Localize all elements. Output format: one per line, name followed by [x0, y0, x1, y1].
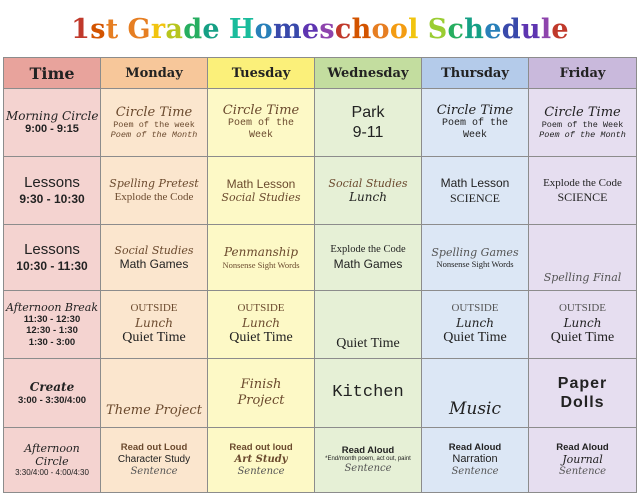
title-letter: d — [183, 14, 203, 45]
activity: Poem of the Week — [541, 120, 624, 131]
activity: Poem of the week — [113, 120, 195, 131]
title-letter: s — [319, 14, 335, 45]
header-row — [4, 58, 637, 89]
title-letter: S — [427, 14, 448, 45]
activity: *End/month poem, act out, paint — [325, 456, 411, 463]
time-label: Circle — [35, 455, 69, 469]
activity: Poem of the Month — [110, 130, 198, 141]
activity: Circle Time — [544, 104, 621, 120]
title-letter: o — [389, 14, 409, 45]
thursday-cell — [422, 359, 529, 428]
time-range: 9:30 - 10:30 — [19, 192, 85, 207]
monday-cell — [101, 359, 208, 428]
monday-cell — [101, 291, 208, 359]
title-letter: r — [150, 14, 166, 45]
time-cell — [4, 291, 101, 359]
activity: Math Games — [119, 256, 189, 271]
wednesday-cell — [315, 291, 422, 359]
title-letter: h — [351, 14, 372, 45]
activity: Read Aloud — [448, 441, 502, 453]
activity: Narration — [452, 453, 498, 466]
activity: Lunch — [135, 315, 173, 330]
activity: OUTSIDE — [451, 302, 499, 315]
activity: Circle Time — [436, 102, 514, 118]
activity: OUTSIDE — [130, 302, 178, 315]
tuesday-cell — [208, 89, 315, 157]
activity: Music — [448, 398, 502, 419]
activity: Read out Loud — [120, 442, 188, 454]
wednesday-cell — [315, 428, 422, 493]
time-range: 12:30 - 1:30 — [26, 325, 78, 337]
friday-cell — [529, 89, 637, 157]
time-range: 11:30 - 12:30 — [23, 314, 81, 325]
activity: OUTSIDE — [237, 302, 285, 315]
activity: Journal — [562, 453, 603, 467]
activity: Project — [237, 393, 285, 408]
activity: Kitchen — [332, 382, 404, 402]
friday-cell — [529, 359, 637, 428]
schedule-row-afternoon-break — [4, 291, 637, 359]
title-letter: H — [228, 14, 255, 45]
monday-cell — [101, 428, 208, 493]
time-range: 9:00 - 9:15 — [25, 123, 79, 136]
activity: Math Lesson — [440, 176, 510, 191]
tuesday-cell — [208, 225, 315, 291]
time-label: Afternoon — [24, 442, 80, 456]
activity: Math Lesson — [226, 176, 296, 191]
title-letter: l — [408, 14, 419, 45]
time-cell — [4, 428, 101, 493]
activity: Explode the Code — [330, 244, 406, 255]
activity: Quiet Time — [550, 329, 615, 345]
title-letter: c — [447, 14, 465, 45]
activity: Read out loud — [229, 442, 293, 454]
page-title — [0, 14, 640, 45]
activity: Quiet Time — [336, 336, 400, 352]
activity: Social Studies — [114, 243, 194, 257]
title-letter: d — [501, 14, 521, 45]
activity: Read Aloud — [341, 444, 395, 456]
activity: Quiet Time — [443, 329, 507, 345]
title-letter: e — [202, 14, 220, 45]
wednesday-cell — [315, 225, 422, 291]
activity: Park — [351, 104, 385, 122]
friday-cell — [529, 157, 637, 225]
activity: Poem of the Month — [539, 130, 626, 141]
activity: Quiet Time — [122, 329, 186, 345]
title-letter: e — [551, 14, 569, 45]
header-time: Time — [4, 58, 101, 89]
schedule-table — [3, 57, 637, 493]
activity: Sentence — [451, 466, 499, 478]
friday-cell — [529, 291, 637, 359]
friday-cell — [529, 428, 637, 493]
activity: Sentence — [344, 463, 392, 475]
header-friday: Friday — [529, 58, 637, 89]
title-letter: c — [334, 14, 352, 45]
activity: Social Studies — [328, 176, 408, 190]
time-label: Morning Circle — [6, 108, 99, 123]
wednesday-cell — [315, 89, 422, 157]
activity: Dolls — [560, 394, 605, 411]
activity: 9-11 — [352, 123, 384, 141]
activity: Week — [462, 130, 487, 142]
thursday-cell — [422, 428, 529, 493]
activity: Explode the Code — [543, 176, 622, 189]
tuesday-cell — [208, 157, 315, 225]
title-letter: G — [127, 14, 151, 45]
activity: Sentence — [130, 465, 178, 477]
monday-cell — [101, 225, 208, 291]
thursday-cell — [422, 291, 529, 359]
time-cell — [4, 157, 101, 225]
activity: Explode the Code — [114, 190, 194, 203]
activity: Poem of the — [227, 118, 294, 130]
time-range: 1:30 - 3:00 — [28, 336, 76, 348]
time-label: Lessons — [24, 241, 80, 259]
title-letter: e — [484, 14, 502, 45]
wednesday-cell — [315, 157, 422, 225]
activity: Lunch — [456, 315, 494, 330]
activity: Read Aloud — [556, 441, 609, 453]
time-range: 10:30 - 11:30 — [16, 259, 88, 274]
activity: Lunch — [349, 189, 387, 204]
thursday-cell — [422, 89, 529, 157]
activity: Poem of the — [441, 118, 508, 130]
tuesday-cell — [208, 428, 315, 493]
activity: Penmanship — [223, 245, 299, 260]
activity: Spelling Final — [543, 270, 622, 284]
title-letter: 1 — [71, 14, 91, 45]
monday-cell — [101, 89, 208, 157]
title-letter: h — [464, 14, 485, 45]
activity: Sentence — [237, 465, 285, 477]
thursday-cell — [422, 157, 529, 225]
schedule-row-lessons-2 — [4, 225, 637, 291]
title-letter: o — [254, 14, 273, 45]
time-label: Create — [29, 380, 75, 395]
schedule-row-create — [4, 359, 637, 428]
time-label: Lessons — [24, 174, 80, 192]
time-range: 3:30/4:00 - 4:00/4:30 — [15, 468, 89, 478]
activity: Spelling Games — [431, 245, 519, 259]
activity: Lunch — [563, 315, 602, 330]
header-wednesday: Wednesday — [315, 58, 422, 89]
time-label: Afternoon Break — [6, 300, 98, 314]
time-cell — [4, 359, 101, 428]
activity: Circle Time — [222, 102, 300, 118]
activity: Spelling Pretest — [109, 177, 199, 191]
activity: Social Studies — [221, 191, 301, 205]
title-letter: s — [90, 14, 106, 45]
header-thursday: Thursday — [422, 58, 529, 89]
activity: Nonsense Sight Words — [222, 259, 300, 270]
title-letter: a — [165, 14, 184, 45]
title-letter: u — [520, 14, 541, 45]
activity: SCIENCE — [449, 190, 500, 205]
title-letter: l — [540, 14, 552, 45]
activity: SCIENCE — [557, 189, 608, 204]
title-letter: o — [371, 14, 390, 45]
activity: Math Games — [333, 256, 403, 271]
schedule-row-morning-circle — [4, 89, 637, 157]
activity: Theme Project — [106, 403, 202, 419]
tuesday-cell — [208, 359, 315, 428]
activity: Circle Time — [115, 104, 193, 120]
activity: Week — [248, 130, 273, 142]
activity: Paper — [557, 374, 608, 392]
header-tuesday: Tuesday — [208, 58, 315, 89]
activity: Finish — [240, 377, 282, 393]
schedule-row-afternoon-circle — [4, 428, 637, 493]
thursday-cell — [422, 225, 529, 291]
activity: Character Study — [117, 453, 191, 465]
time-cell — [4, 89, 101, 157]
activity: Quiet Time — [229, 329, 293, 345]
title-letter: m — [272, 14, 302, 45]
schedule-row-lessons-1 — [4, 157, 637, 225]
wednesday-cell — [315, 359, 422, 428]
tuesday-cell — [208, 291, 315, 359]
activity: OUTSIDE — [558, 302, 607, 315]
friday-cell — [529, 225, 637, 291]
title-letter: t — [105, 14, 119, 45]
activity: Art Study — [234, 453, 288, 465]
time-cell — [4, 225, 101, 291]
time-range: 3:00 - 3:30/4:00 — [17, 394, 87, 406]
monday-cell — [101, 157, 208, 225]
header-monday: Monday — [101, 58, 208, 89]
activity: Lunch — [242, 315, 280, 330]
activity: Sentence — [558, 466, 607, 478]
activity: Nonsense Sight Words — [436, 259, 514, 269]
title-letter: e — [301, 14, 320, 45]
